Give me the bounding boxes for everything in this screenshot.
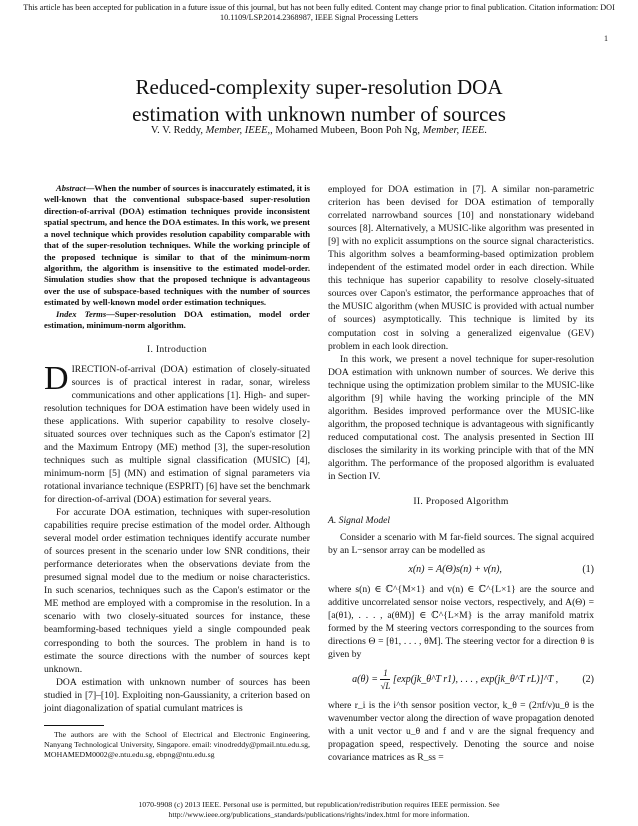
author-role-1: Member, IEEE,	[205, 125, 271, 136]
equation-2-rhs: [exp(jk_θ^T r1), . . . , exp(jk_θ^T rL)]^T ,	[392, 674, 559, 686]
notice-line-1: This article has been accepted for publication in a future issue of this journal, but has not been fully edited. Content may change prior to final publication. Citation information: DOI	[23, 3, 615, 12]
title-line-2: estimation with unknown number of sources	[132, 102, 506, 127]
equation-2	[328, 667, 594, 692]
title-line-1: Reduced-complexity super-resolution DOA	[135, 75, 503, 100]
author-footnote: The authors are with the School of Electrical and Electronic Engineering, Nanyang Technological University, Singapore. email: vinodreddy@pmail.ntu.edu.sg, MOHAMEDM0002@e.ntu.edu.sg, ebpng@ntu.edu.sg	[44, 729, 310, 760]
intro-paragraph-2: For accurate DOA estimation, techniques with super-resolution capabilities require precise estimation of the model order. Although several model order estimation techniques identify accurate number of sources present in the scenario under low SNR conditions, their performance deteriorates when the observations deviate from the presumed signal model due to the medium or noise characteristics. In such scenarios, techniques such as the Capon's estimator or the ME method are employed with a compromise in the resolution. In a scenario with two closely-situated sources for instance, these beamforming-based techniques yield a single compounded peak corresponding to both the sources. The problem in hand is to estimate the source directions with the number of sources kept unknown.	[44, 507, 310, 675]
author-name-1: V. V. Reddy,	[150, 125, 206, 136]
signal-model-paragraph-3: where r_i is the i^th sensor position vector, k_θ = (2πf/ν)u_θ is the wavenumber vector along the direction of wave propagation denoted with a unit vector u_θ and f and ν are the signal frequency and propagation speed, respectively. Denoting the source and noise covariance matrices as R_ss =	[328, 699, 594, 763]
publication-notice	[18, 3, 620, 24]
equation-2-fraction	[380, 667, 390, 692]
notice-line-2: 10.1109/LSP.2014.2368987, IEEE Signal Processing Letters	[219, 13, 418, 23]
copyright-footer	[30, 800, 608, 820]
right-paragraph-2: In this work, we present a novel technique for super-resolution DOA estimation with unknown number of sources. We derive this technique using the optimization problem similar to the MUSIC-like algorithm [9] while having the working principle of the MN algorithm. Besides improved performance over the MUSIC-like algorithm, the proposed technique is advantageous with significantly reduced computational cost. The analysis presented in Section III discloses the similarity in its working principle with that of the MN algorithm. The performance of the proposed algorithm is evaluated in Section IV.	[328, 353, 594, 483]
intro-paragraph-1-text: IRECTION-of-arrival (DOA) estimation of closely-situated sources is of practical interest in radar, sonar, wireless communications and other applications [1]. High- and super-resolution techniques for DOA estimation have been widely used in these applications. With superior capability to resolve closely-situated sources over techniques such as the Capon's estimator [2] and the Maximum Entropy (ME) method [3], the super-resolution techniques such as multiple signal classification (MUSIC) [4], minimum-norm [5] (MN) and estimation of signal parameters via rotational invariance technique (ESPRIT) [6] have set the benchmark for direction-of-arrival (DOA) estimation for several years.	[44, 363, 310, 505]
index-terms	[44, 309, 310, 332]
author-list	[40, 125, 598, 136]
introduction-body	[44, 359, 310, 715]
copyright-line-1: 1070-9908 (c) 2013 IEEE. Personal use is permitted, but republication/redistribution requires IEEE permission. See	[138, 799, 500, 809]
left-column	[44, 183, 310, 760]
page-number: 1	[604, 34, 608, 43]
equation-2-body	[328, 667, 582, 692]
drop-cap: D	[44, 359, 69, 397]
signal-model-paragraph-2: where s(n) ∈ ℂ^{M×1} and v(n) ∈ ℂ^{L×1} are the source and additive uncorrelated sensor noise vectors, respectively, and A(Θ) = [a(θ1), . . . , a(θM)] ∈ ℂ^{L×M} is the array manifold matrix formed by the M steering vectors corresponding to the sources from directions Θ = [θ1, . . . , θM]. The steering vector for a direction θ is given by	[328, 583, 594, 661]
right-column	[328, 183, 594, 764]
copyright-line-2: http://www.ieee.org/publications_standards/publications/rights/index.html for more information.	[168, 809, 470, 819]
fraction-denominator: √L	[380, 681, 391, 692]
equation-2-lhs: a(θ) =	[352, 674, 378, 686]
equation-1-body: x(n) = A(Θ)s(n) + v(n),	[408, 564, 502, 576]
author-role-2: Member, IEEE.	[422, 125, 488, 136]
section-heading-proposed-algorithm: II. Proposed Algorithm	[413, 496, 509, 508]
equation-1	[328, 563, 594, 577]
equation-2-number: (2)	[582, 674, 594, 686]
abstract-label: Abstract	[56, 183, 86, 193]
author-name-2: , Mohamed Mubeen, Boon Poh Ng,	[270, 125, 423, 136]
abstract	[44, 183, 310, 309]
equation-1-number: (1)	[582, 564, 594, 576]
section-heading-introduction: I. Introduction	[147, 344, 207, 356]
right-paragraph-1: employed for DOA estimation in [7]. A similar non-parametric criterion has been devised for DOA estimation of temporally correlated narrowband sources [10] and nonstationary wideband sources [8]. Alternatively, a MUSIC-like algorithm was presented in [9] with no explicit assumptions on the source signal characteristics. This algorithm solves a beamforming-based optimization problem independent of the estimated model order in each direction. While this technique has superior capability to resolve closely-situated sources over Capon's estimator, the performance approaches that of the MUSIC algorithm (when MUSIC is provided with actual number of sources) asymptotically. This technique is limited by its computation cost in solving a generalized eigenvalue (GEV) problem in each look direction.	[328, 184, 594, 352]
subsection-heading-signal-model: A. Signal Model	[328, 515, 391, 527]
paper-title	[40, 74, 598, 129]
intro-paragraph-3: DOA estimation with unknown number of sources has been studied in [7]–[10]. Exploiting non-Gaussianity, a criterion based on joint diagonalization of spatial cumulant matrices is	[44, 676, 310, 714]
index-terms-text: —Super-resolution DOA estimation, model order estimation, minimum-norm algorithm.	[44, 308, 310, 331]
fraction-numerator: 1	[380, 667, 390, 680]
index-terms-label: Index Terms	[56, 308, 107, 319]
footnote-divider	[44, 725, 104, 726]
intro-paragraph-1	[44, 359, 310, 507]
abstract-text: —When the number of sources is inaccurately estimated, it is well-known that the conventional subspace-based super-resolution direction-of-arrival (DOA) estimation techniques provide inconsistent spatial spectrum, and hence the DOA estimates. In this work, we present a novel technique which provides resolution capability comparable with that of the super-resolution techniques. While the working principle of the proposed technique is similar to that of the minimum-norm algorithm, the algorithm is insensitive to the estimated model-order. Simulation studies show that the proposed technique is advantageous over the use of subspace-based techniques with the number of sources estimated by well-known model order estimation techniques.	[44, 183, 310, 308]
signal-model-paragraph-1: Consider a scenario with M far-field sources. The signal acquired by an L−sensor array can be modelled as	[328, 532, 594, 557]
